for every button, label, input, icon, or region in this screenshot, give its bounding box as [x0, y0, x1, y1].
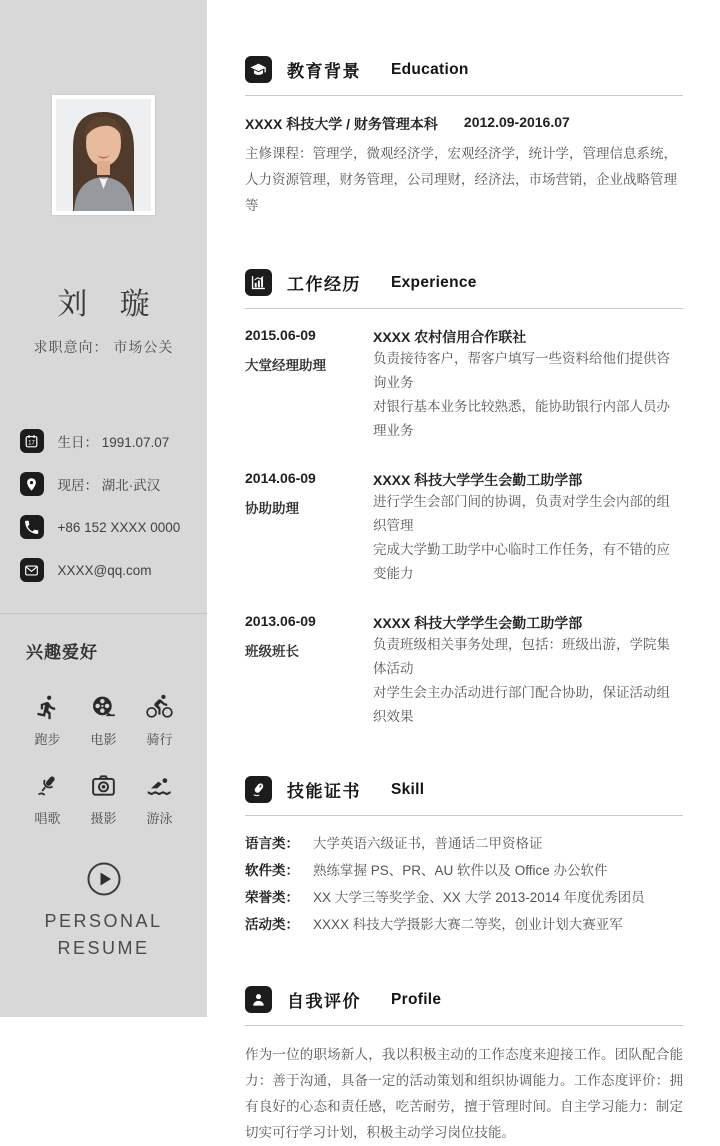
- experience-desc: 进行学生会部门间的协调，负责对学生会内部的组织管理: [373, 494, 670, 533]
- skill-value: XXXX 科技大学摄影大赛二等奖，创业计划大赛亚军: [313, 917, 623, 932]
- hobbies-title: 兴趣爱好: [26, 643, 98, 662]
- contact-email: [20, 558, 188, 582]
- hobby-swimming: [132, 772, 188, 827]
- section-title-en: Education: [391, 60, 469, 78]
- graduation-cap-icon: [245, 56, 272, 83]
- play-button[interactable]: [86, 861, 122, 897]
- experience-date: 2013.06-09: [245, 613, 316, 629]
- personal-resume-label: [44, 908, 162, 962]
- experience-org: XXXX 农村信用合作联社: [373, 329, 527, 345]
- footer-line1: PERSONAL: [44, 911, 163, 931]
- running-icon: [34, 693, 61, 720]
- experience-date: 2015.06-09: [245, 327, 316, 343]
- education-courses: 主修课程：管理学，微观经济学，宏观经济学，统计学，管理信息系统，人力资源管理，财务管理，公司理财，经济法，市场营销，企业战略管理等: [245, 146, 677, 213]
- sidebar: [0, 0, 207, 1017]
- job-intention: 求职意向： 市场公关: [33, 339, 174, 355]
- skill-label: 活动类：: [245, 917, 299, 932]
- section-title-zh: 教育背景: [287, 62, 361, 81]
- contact-location: [20, 472, 188, 496]
- section-title-zh: 技能证书: [287, 782, 361, 801]
- experience-org: XXXX 科技大学学生会勤工助学部: [373, 615, 583, 631]
- svg-text:17: 17: [28, 440, 35, 447]
- education-header: [245, 56, 683, 83]
- hobby-movie: [76, 693, 132, 748]
- skill-row: [245, 857, 683, 884]
- experience-date: 2014.06-09: [245, 470, 316, 486]
- section-title-zh: 自我评价: [287, 992, 361, 1011]
- hobby-label: 唱歌: [34, 811, 61, 826]
- section-rule: [245, 815, 683, 816]
- skill-rows: [245, 830, 683, 938]
- play-icon: [86, 861, 122, 897]
- section-rule: [245, 95, 683, 96]
- section-experience: [245, 269, 683, 729]
- profile-photo: [52, 95, 155, 215]
- hobby-label: 摄影: [90, 811, 117, 826]
- section-title-en: Experience: [391, 273, 477, 291]
- portrait-illustration: [56, 99, 151, 211]
- skill-label: 语言类：: [245, 836, 299, 851]
- skill-row: [245, 884, 683, 911]
- contact-phone: [20, 515, 188, 539]
- skill-value: 大学英语六级证书，普通话二甲资格证: [313, 836, 543, 851]
- email-icon: [20, 558, 44, 582]
- skill-label: 软件类：: [245, 863, 299, 878]
- section-rule: [245, 308, 683, 309]
- experience-org: XXXX 科技大学学生会勤工助学部: [373, 472, 583, 488]
- hobby-singing: [20, 772, 76, 827]
- birthday-value: 生日： 1991.07.07: [57, 435, 170, 450]
- skill-label: 荣誉类：: [245, 890, 299, 905]
- hobby-running: [20, 693, 76, 748]
- section-rule: [245, 1025, 683, 1026]
- section-profile: [245, 986, 683, 1146]
- person-icon: [245, 986, 272, 1013]
- experience-header: [245, 269, 683, 296]
- swimming-icon: [146, 772, 173, 799]
- skill-header: [245, 776, 683, 803]
- experience-desc: 完成大学勤工助学中心临时工作任务，有不错的应变能力: [373, 542, 670, 581]
- footer-line2: RESUME: [57, 938, 150, 958]
- experience-role: 班级班长: [245, 644, 299, 659]
- phone-value: +86 152 XXXX 0000: [57, 519, 181, 535]
- cycling-icon: [146, 693, 173, 720]
- section-title-en: Skill: [391, 780, 425, 798]
- experience-role: 大堂经理助理: [245, 358, 326, 373]
- section-skill: [245, 776, 683, 938]
- contact-list: [20, 429, 188, 601]
- hobby-cycling: [132, 693, 188, 748]
- experience-role: 协助助理: [245, 501, 299, 516]
- experience-entry: [245, 327, 683, 443]
- experience-desc: 负责接待客户，帮客户填写一些资料给他们提供咨询业务: [373, 351, 670, 390]
- skill-value: XX 大学三等奖学金、XX 大学 2013-2014 年度优秀团员: [313, 890, 645, 905]
- hobby-label: 游泳: [146, 811, 173, 826]
- section-education: [245, 56, 683, 219]
- photography-icon: [90, 772, 117, 799]
- calendar-icon: [20, 429, 44, 453]
- skill-row: [245, 911, 683, 938]
- hobby-grid: [20, 693, 188, 827]
- location-icon: [20, 472, 44, 496]
- section-title-zh: 工作经历: [287, 275, 361, 294]
- experience-desc: 对学生会主办活动进行部门配合协助，保证活动组织效果: [373, 685, 670, 724]
- candidate-name: 刘 璇: [57, 288, 162, 321]
- skill-row: [245, 830, 683, 857]
- experience-entry: [245, 470, 683, 586]
- skill-value: 熟练掌握 PS、PR、AU 软件以及 Office 办公软件: [313, 863, 608, 878]
- phone-icon: [20, 515, 44, 539]
- hobby-label: 跑步: [34, 732, 61, 747]
- school-and-major: XXXX 科技大学 / 财务管理本科: [245, 116, 438, 132]
- sidebar-divider: [0, 613, 207, 614]
- mouse-icon: [245, 776, 272, 803]
- hobby-label: 电影: [90, 732, 117, 747]
- hobby-photography: [76, 772, 132, 827]
- profile-text: 作为一位的职场新人，我以积极主动的工作态度来迎接工作。团队配合能力：善于沟通，具备一定的活动策划和组织协调能力。工作态度评价：拥有良好的心态和责任感，吃苦耐劳，擅于管理时间。自主学习能力：制定切实可行学习计划，积极主动学习岗位技能。: [245, 1047, 683, 1140]
- location-value: 现居： 湖北·武汉: [57, 478, 161, 493]
- movie-icon: [90, 693, 117, 720]
- hobby-label: 骑行: [146, 732, 173, 747]
- experience-entry: [245, 613, 683, 729]
- bar-chart-icon: [245, 269, 272, 296]
- contact-birthday: [20, 429, 188, 453]
- education-school-line: [245, 114, 683, 134]
- main-content: [207, 0, 720, 1140]
- experience-desc: 负责班级相关事务处理，包括：班级出游，学院集体活动: [373, 637, 670, 676]
- email-value: XXXX@qq.com: [57, 562, 152, 578]
- education-date: 2012.09-2016.07: [463, 114, 570, 130]
- singing-icon: [34, 772, 61, 799]
- experience-desc: 对银行基本业务比较熟悉，能协助银行内部人员办理业务: [373, 399, 670, 438]
- section-title-en: Profile: [391, 990, 442, 1008]
- profile-header: [245, 986, 683, 1013]
